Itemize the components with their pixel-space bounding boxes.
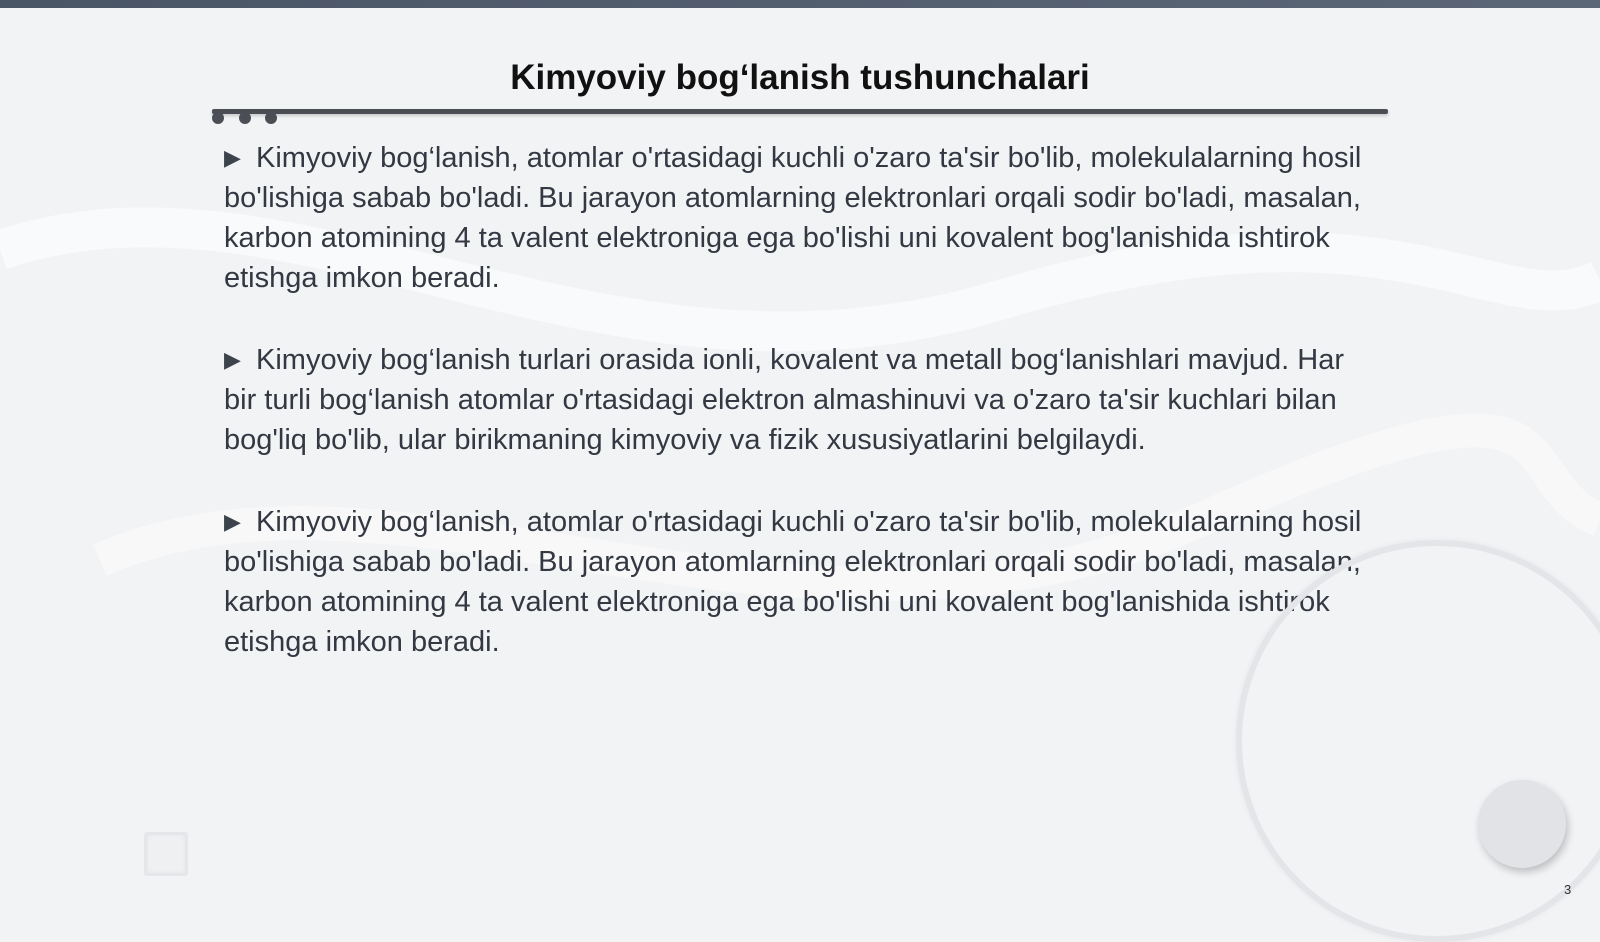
decorative-square: [144, 832, 188, 876]
slide-title: Kimyoviy bog‘lanish tushunchalari: [510, 58, 1090, 97]
paragraph-text: Kimyoviy bog‘lanish, atomlar o'rtasidagi kuchli o'zaro ta'sir bo'lib, molekulalarning hosil bo'lishiga sabab bo'ladi. Bu jarayon atomlarning elektronlari orqali sodir bo'ladi, masalan, karbon atomining 4 ta valent elektroniga ega bo'lishi uni kovalent bog'lanishida ishtirok etishga imkon beradi.: [224, 506, 1362, 658]
triangle-right-icon: ▶: [224, 347, 241, 372]
decorative-circle: [1478, 780, 1566, 868]
paragraph-text: Kimyoviy bog‘lanish, atomlar o'rtasidagi kuchli o'zaro ta'sir bo'lib, molekulalarning hosil bo'lishiga sabab bo'ladi. Bu jarayon atomlarning elektronlari orqali sodir bo'ladi, masalan, karbon atomining 4 ta valent elektroniga ega bo'lishi uni kovalent bog'lanishida ishtirok etishga imkon beradi.: [224, 142, 1362, 294]
bullet-paragraph: [224, 138, 1384, 298]
top-accent-bar: [0, 0, 1600, 8]
triangle-right-icon: ▶: [224, 509, 241, 534]
rule-dot: [239, 112, 251, 124]
bullet-list: [224, 138, 1384, 704]
paragraph-text: Kimyoviy bog‘lanish turlari orasida ionli, kovalent va metall bog‘lanishlari mavjud. Har bir turli bog‘lanish atomlar o'rtasidagi elektron almashinuvi va o'zaro ta'sir kuchlari bilan bog'liq bo'lib, ular birikmaning kimyoviy va fizik xususiyatlarini belgilaydi.: [224, 344, 1344, 456]
bullet-paragraph: [224, 340, 1384, 460]
title-underline: [212, 109, 1388, 114]
page-number: 3: [1564, 882, 1572, 897]
rule-dot: [212, 112, 224, 124]
bullet-paragraph: [224, 502, 1384, 662]
rule-dot: [265, 112, 277, 124]
triangle-right-icon: ▶: [224, 145, 241, 170]
